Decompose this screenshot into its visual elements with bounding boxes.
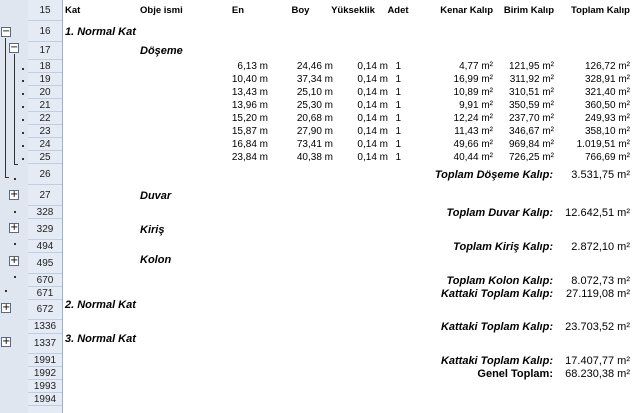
subtotal-row [63,164,637,185]
row-number[interactable]: 494 [28,240,62,253]
grand-total-value[interactable]: 68.230,38 m² [565,367,630,380]
cell-kenar[interactable]: 11,43 m² [454,126,493,137]
floor-row [63,298,637,312]
cell-yukseklik[interactable]: 0,14 m [357,100,388,111]
outline-bracket-end-2 [14,164,18,165]
row-number[interactable]: 15 [28,0,62,21]
row-number[interactable]: 25 [28,151,62,164]
cell-en[interactable]: 23,84 m [231,152,268,163]
outline-dot [22,93,24,95]
cell-adet[interactable]: 1 [395,126,401,137]
cell-yukseklik[interactable]: 0,14 m [357,61,388,72]
outline-bracket-end [5,177,9,178]
expand-kat2-button[interactable]: + [2,302,11,313]
subtotal-row [63,240,637,253]
floor1-total-value[interactable]: 27.119,08 m² [565,287,630,300]
total-kiris-label[interactable]: Toplam Kiriş Kalıp: [453,240,553,253]
cell-adet[interactable]: 1 [395,100,401,111]
total-duvar-label[interactable]: Toplam Duvar Kalıp: [446,206,553,219]
cell-adet[interactable]: 1 [395,87,401,98]
group-title-kiris[interactable]: Kiriş [140,223,165,236]
table-row [63,125,637,138]
floor1-total-label[interactable]: Kattaki Toplam Kalıp: [440,287,553,300]
header-adet[interactable]: Adet [387,5,409,16]
cell-boy[interactable]: 40,38 m [296,152,333,163]
row-number[interactable]: 16 [28,21,62,42]
row-number[interactable]: 670 [28,274,62,287]
floor-row [63,332,637,346]
cell-boy[interactable]: 27,90 m [296,126,333,137]
cell-boy[interactable]: 37,34 m [296,74,333,85]
cell-kenar[interactable]: 49,66 m² [453,139,493,150]
table-row [63,151,637,164]
cell-boy[interactable]: 73,41 m [296,139,333,150]
cell-birim[interactable]: 726,25 m² [508,152,554,163]
floor-total-row [63,354,637,367]
total-doseme-label[interactable]: Toplam Döşeme Kalıp: [434,168,553,181]
outline-bracket-level2 [14,54,15,164]
cell-boy[interactable]: 20,68 m [296,113,333,124]
row-number[interactable]: 328 [28,206,62,219]
expand-kolon-button[interactable]: + [10,255,19,266]
subtotal-row [63,206,637,219]
floor3-total-value[interactable]: 17.407,77 m² [565,354,630,367]
outline-dot [22,145,24,147]
row-number[interactable]: 21 [28,99,62,112]
table-row [63,86,637,99]
total-kiris-value[interactable]: 2.872,10 m² [571,240,630,253]
sheet-grid[interactable] [63,0,637,413]
cell-kenar[interactable]: 10,89 m² [453,87,493,98]
cell-en[interactable]: 16,84 m [231,139,268,150]
cell-toplam[interactable]: 321,40 m² [584,87,630,98]
cell-yukseklik[interactable]: 0,14 m [357,139,388,150]
cell-toplam[interactable]: 360,50 m² [584,100,630,111]
cell-yukseklik[interactable]: 0,14 m [357,126,388,137]
total-doseme-value[interactable]: 3.531,75 m² [571,168,630,181]
cell-kenar[interactable]: 16,99 m² [453,74,493,85]
group-title-kolon[interactable]: Kolon [140,254,172,266]
cell-en[interactable]: 15,20 m [231,113,268,124]
row-number[interactable]: 1993 [28,380,62,393]
row-number[interactable]: 1992 [28,367,62,380]
grand-total-row [63,367,637,380]
row-number[interactable]: 27 [28,185,62,206]
collapse-level2-button[interactable]: − [10,42,19,53]
cell-kenar[interactable]: 4,77 m² [459,61,493,72]
cell-adet[interactable]: 1 [395,113,401,124]
cell-birim[interactable]: 969,84 m² [508,139,554,150]
outline-dot [22,68,24,70]
cell-birim[interactable]: 346,67 m² [508,126,554,137]
outline-dot [22,119,24,121]
row-number[interactable]: 22 [28,112,62,125]
cell-yukseklik[interactable]: 0,14 m [357,113,388,124]
header-yukseklik[interactable]: Yükseklik [331,5,375,16]
outline-dot [14,276,16,278]
cell-adet[interactable]: 1 [395,74,401,85]
outline-dot [22,80,24,82]
group-title-duvar[interactable]: Duvar [140,189,172,202]
cell-adet[interactable]: 1 [395,139,401,150]
cell-kenar[interactable]: 40,44 m² [453,152,493,163]
floor-title[interactable]: 1. Normal Kat [65,25,136,38]
outline-dot [22,106,24,108]
cell-birim[interactable]: 310,51 m² [508,87,554,98]
row-number[interactable]: 1994 [28,393,62,406]
cell-toplam[interactable]: 1.019,51 m² [576,139,630,150]
row-number[interactable]: 1991 [28,354,62,367]
outline-dot [14,211,16,213]
floor-row [63,21,637,42]
row-number[interactable]: 26 [28,164,62,185]
table-row [63,99,637,112]
header-kat[interactable]: Kat [65,5,81,16]
row-number[interactable]: 18 [28,60,62,73]
cell-boy[interactable]: 25,30 m [296,100,333,111]
cell-en[interactable]: 15,87 m [231,126,268,137]
table-row [63,138,637,151]
row-number[interactable]: 20 [28,86,62,99]
header-boy[interactable]: Boy [291,5,310,16]
cell-toplam[interactable]: 126,72 m² [584,61,630,72]
header-obje-ismi[interactable]: Obje ismi [140,5,183,16]
grand-total-label[interactable]: Genel Toplam: [477,367,553,380]
header-kenar-kalip[interactable]: Kenar Kalıp [440,5,493,16]
floor2-total-label[interactable]: Kattaki Toplam Kalıp: [440,321,553,333]
floor2-total-value[interactable]: 23.703,52 m² [565,321,630,333]
subtotal-row [63,274,637,287]
outline-dot [5,290,7,292]
table-row [63,112,637,125]
outline-dot [22,158,24,160]
group-row [63,253,637,267]
header-toplam-kalip[interactable]: Toplam Kalıp [571,5,630,16]
cell-boy[interactable]: 24,46 m [296,61,333,72]
group-row [63,185,637,206]
table-row [63,60,637,73]
cell-toplam[interactable]: 358,10 m² [584,126,630,137]
header-birim-kalip[interactable]: Birim Kalıp [503,5,554,16]
expand-kiris-button[interactable]: + [10,222,19,233]
header-en[interactable]: En [231,5,245,16]
group-title-doseme[interactable]: Döşeme [140,45,183,57]
floor3-total-label[interactable]: Kattaki Toplam Kalıp: [440,354,553,367]
cell-en[interactable]: 13,96 m [231,100,268,111]
cell-boy[interactable]: 25,10 m [296,87,333,98]
total-kolon-value[interactable]: 8.072,73 m² [571,274,630,287]
cell-kenar[interactable]: 9,91 m² [459,100,493,111]
expand-duvar-button[interactable]: + [10,189,19,200]
row-headers [28,0,63,413]
total-kolon-label[interactable]: Toplam Kolon Kalıp: [446,274,553,287]
cell-birim[interactable]: 237,70 m² [508,113,554,124]
cell-en[interactable]: 13,43 m [231,87,268,98]
row-number[interactable]: 672 [28,300,62,320]
row-number[interactable]: 1337 [28,334,62,354]
row-number[interactable]: 495 [28,253,62,274]
cell-yukseklik[interactable]: 0,14 m [357,74,388,85]
collapse-level1-button[interactable]: − [2,26,11,37]
group-row [63,42,637,60]
outline-dot [14,243,16,245]
outline-bracket-level1 [5,38,6,178]
outline-dot [14,178,16,180]
row-number[interactable]: 1336 [28,320,62,334]
total-duvar-value[interactable]: 12.642,51 m² [565,206,630,219]
floor-title[interactable]: 3. Normal Kat [65,333,136,345]
cell-birim[interactable]: 311,92 m² [509,74,554,85]
row-number[interactable]: 19 [28,73,62,86]
cell-adet[interactable]: 1 [395,61,401,72]
cell-en[interactable]: 6,13 m [237,61,268,72]
floor-title[interactable]: 2. Normal Kat [65,299,136,311]
header-row [63,0,637,21]
group-row [63,219,637,240]
expand-kat3-button[interactable]: + [2,336,11,347]
cell-yukseklik[interactable]: 0,14 m [357,87,388,98]
cell-toplam[interactable]: 766,69 m² [584,152,630,163]
row-number[interactable]: 671 [28,287,62,300]
outline-gutter [0,0,29,413]
table-row [63,73,637,86]
cell-toplam[interactable]: 249,93 m² [584,113,630,124]
cell-birim[interactable]: 121,95 m² [508,61,554,72]
row-number[interactable]: 23 [28,125,62,138]
row-number[interactable]: 24 [28,138,62,151]
cell-adet[interactable]: 1 [395,152,401,163]
cell-birim[interactable]: 350,59 m² [508,100,554,111]
row-number[interactable]: 329 [28,219,62,240]
cell-toplam[interactable]: 328,91 m² [584,74,630,85]
outline-dot [22,132,24,134]
row-number[interactable]: 17 [28,42,62,60]
cell-kenar[interactable]: 12,24 m² [453,113,493,124]
cell-en[interactable]: 10,40 m [231,74,268,85]
cell-yukseklik[interactable]: 0,14 m [357,152,388,163]
